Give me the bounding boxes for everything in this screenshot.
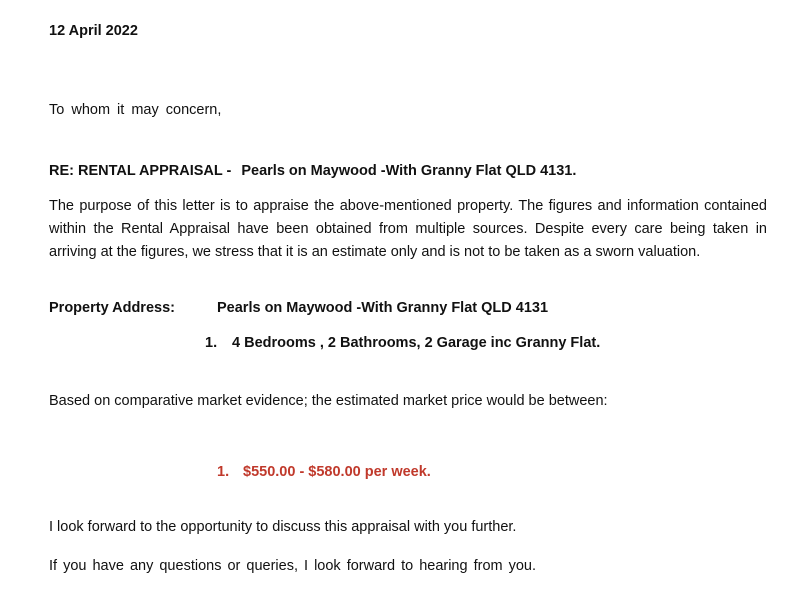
closing-line-discuss: I look forward to the opportunity to discuss this appraisal with you further.	[49, 519, 517, 535]
re-subject: Pearls on Maywood -With Granny Flat QLD 4131.	[241, 163, 577, 179]
list-number: 1.	[217, 464, 230, 480]
closing-line-questions: If you have any questions or queries, I look forward to hearing from you.	[49, 558, 537, 574]
evidence-text: Based on comparative market evidence; the estimated market price would be between:	[49, 393, 608, 409]
letter-date: 12 April 2022	[49, 23, 138, 39]
list-number: 1.	[205, 335, 218, 351]
property-feature-text: 4 Bedrooms , 2 Bathrooms, 2 Garage inc Granny Flat.	[232, 335, 601, 351]
price-estimate-item	[217, 465, 431, 480]
purpose-paragraph: The purpose of this letter is to appraise the above-mentioned property. The figures and information contained within the Rental Appraisal have been obtained from multiple sources. Despite every care being taken in arriving at the figures, we stress that it is an estimate only and is not to be taken as a sworn valuation.	[49, 198, 767, 260]
price-estimate-text: $550.00 - $580.00 per week.	[243, 464, 431, 480]
salutation: To whom it may concern,	[49, 102, 222, 118]
property-address-value: Pearls on Maywood -With Granny Flat QLD 4131	[217, 300, 549, 316]
re-label: RE: RENTAL APPRAISAL -	[49, 163, 232, 179]
re-line	[49, 164, 576, 179]
property-feature-item	[205, 336, 600, 351]
property-address-label: Property Address:	[49, 300, 175, 316]
